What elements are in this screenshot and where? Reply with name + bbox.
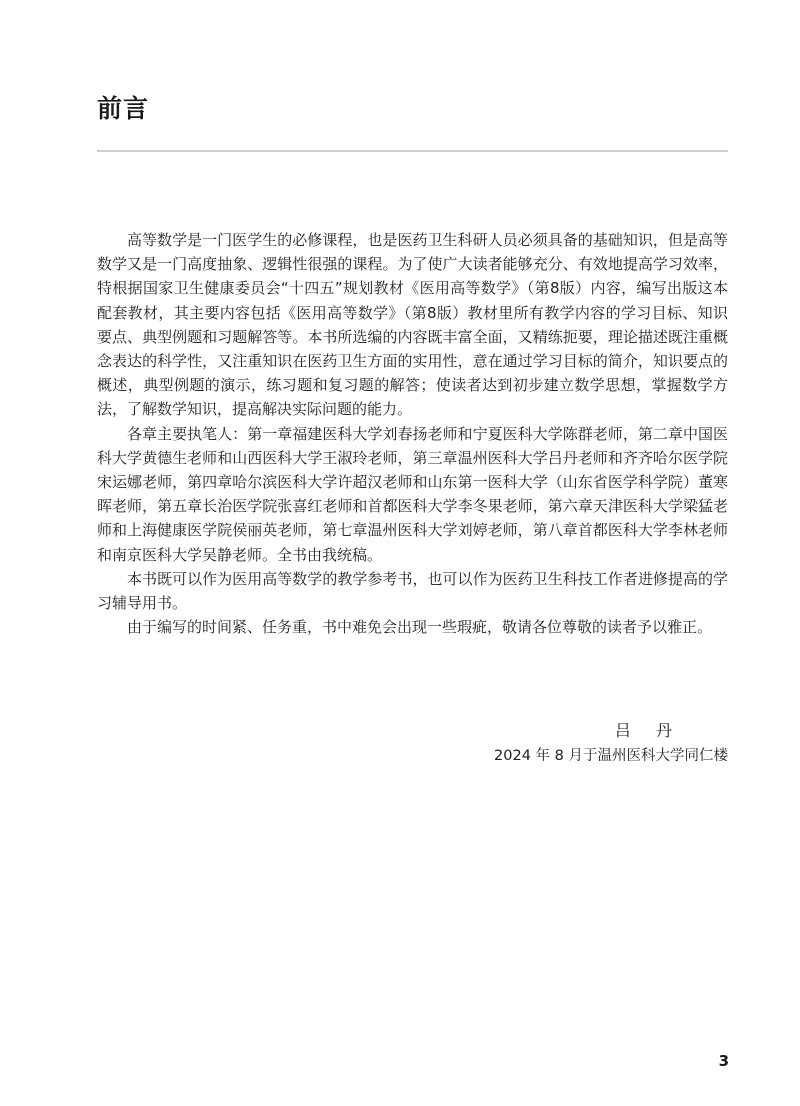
paragraph-authors: 各章主要执笔人：第一章福建医科大学刘春扬老师和宁夏医科大学陈群老师，第二章中国医科大学黄德生老师和山西医科大学王淑玲老师，第三章温州医科大学吕丹老师和齐齐哈尔医学院宋运娜老师，第四章哈尔滨医科大学许超汉老师和山东第一医科大学（山东省医学科学院）董寒晖老师，第五章长治医学院张喜红老师和首都医科大学李冬果老师，第六章天津医科大学梁猛老师和上海健康医学院侯丽英老师，第七章温州医科大学刘婷老师，第八章首都医科大学李林老师和南京医科大学吴静老师。全书由我统稿。 <box>97 424 728 564</box>
title-divider <box>97 150 728 152</box>
paragraph-intro: 高等数学是一门医学生的必修课程，也是医药卫生科研人员必须具备的基础知识，但是高等数学又是一门高度抽象、逻辑性很强的课程。为了使广大读者能够充分、有效地提高学习效率，特根据国家卫生健康委员会“十四五”规划教材《医用高等数学》（第8版）内容，编写出版这本配套教材，其主要内容包括《医用高等数学》（第8版）教材里所有教学内容的学习目标、知识要点、典型例题和习题解答等。本书所选编的内容既丰富全面，又精练扼要，理论描述既注重概念表达的科学性，又注重知识在医药卫生方面的实用性，意在通过学习目标的简介，知识要点的概述，典型例题的演示，练习题和复习题的解答；使读者达到初步建立数学思想，掌握数学方法，了解数学知识，提高解决实际问题的能力。 <box>97 231 728 419</box>
page-title: 前言 <box>97 94 150 123</box>
signature-block <box>494 718 728 768</box>
signature-date-place: 2024 年 8 月于温州医科大学同仁楼 <box>494 748 728 764</box>
paragraph-apology: 由于编写的时间紧、任务重，书中难免会出现一些瑕疵，敬请各位尊敬的读者予以雅正。 <box>127 618 713 637</box>
paragraph-usage: 本书既可以作为医用高等数学的教学参考书，也可以作为医药卫生科技工作者进修提高的学习辅导用书。 <box>97 569 728 613</box>
author-name: 吕 丹 <box>614 721 682 740</box>
preface-body <box>97 228 728 639</box>
page-number: 3 <box>718 1052 729 1070</box>
